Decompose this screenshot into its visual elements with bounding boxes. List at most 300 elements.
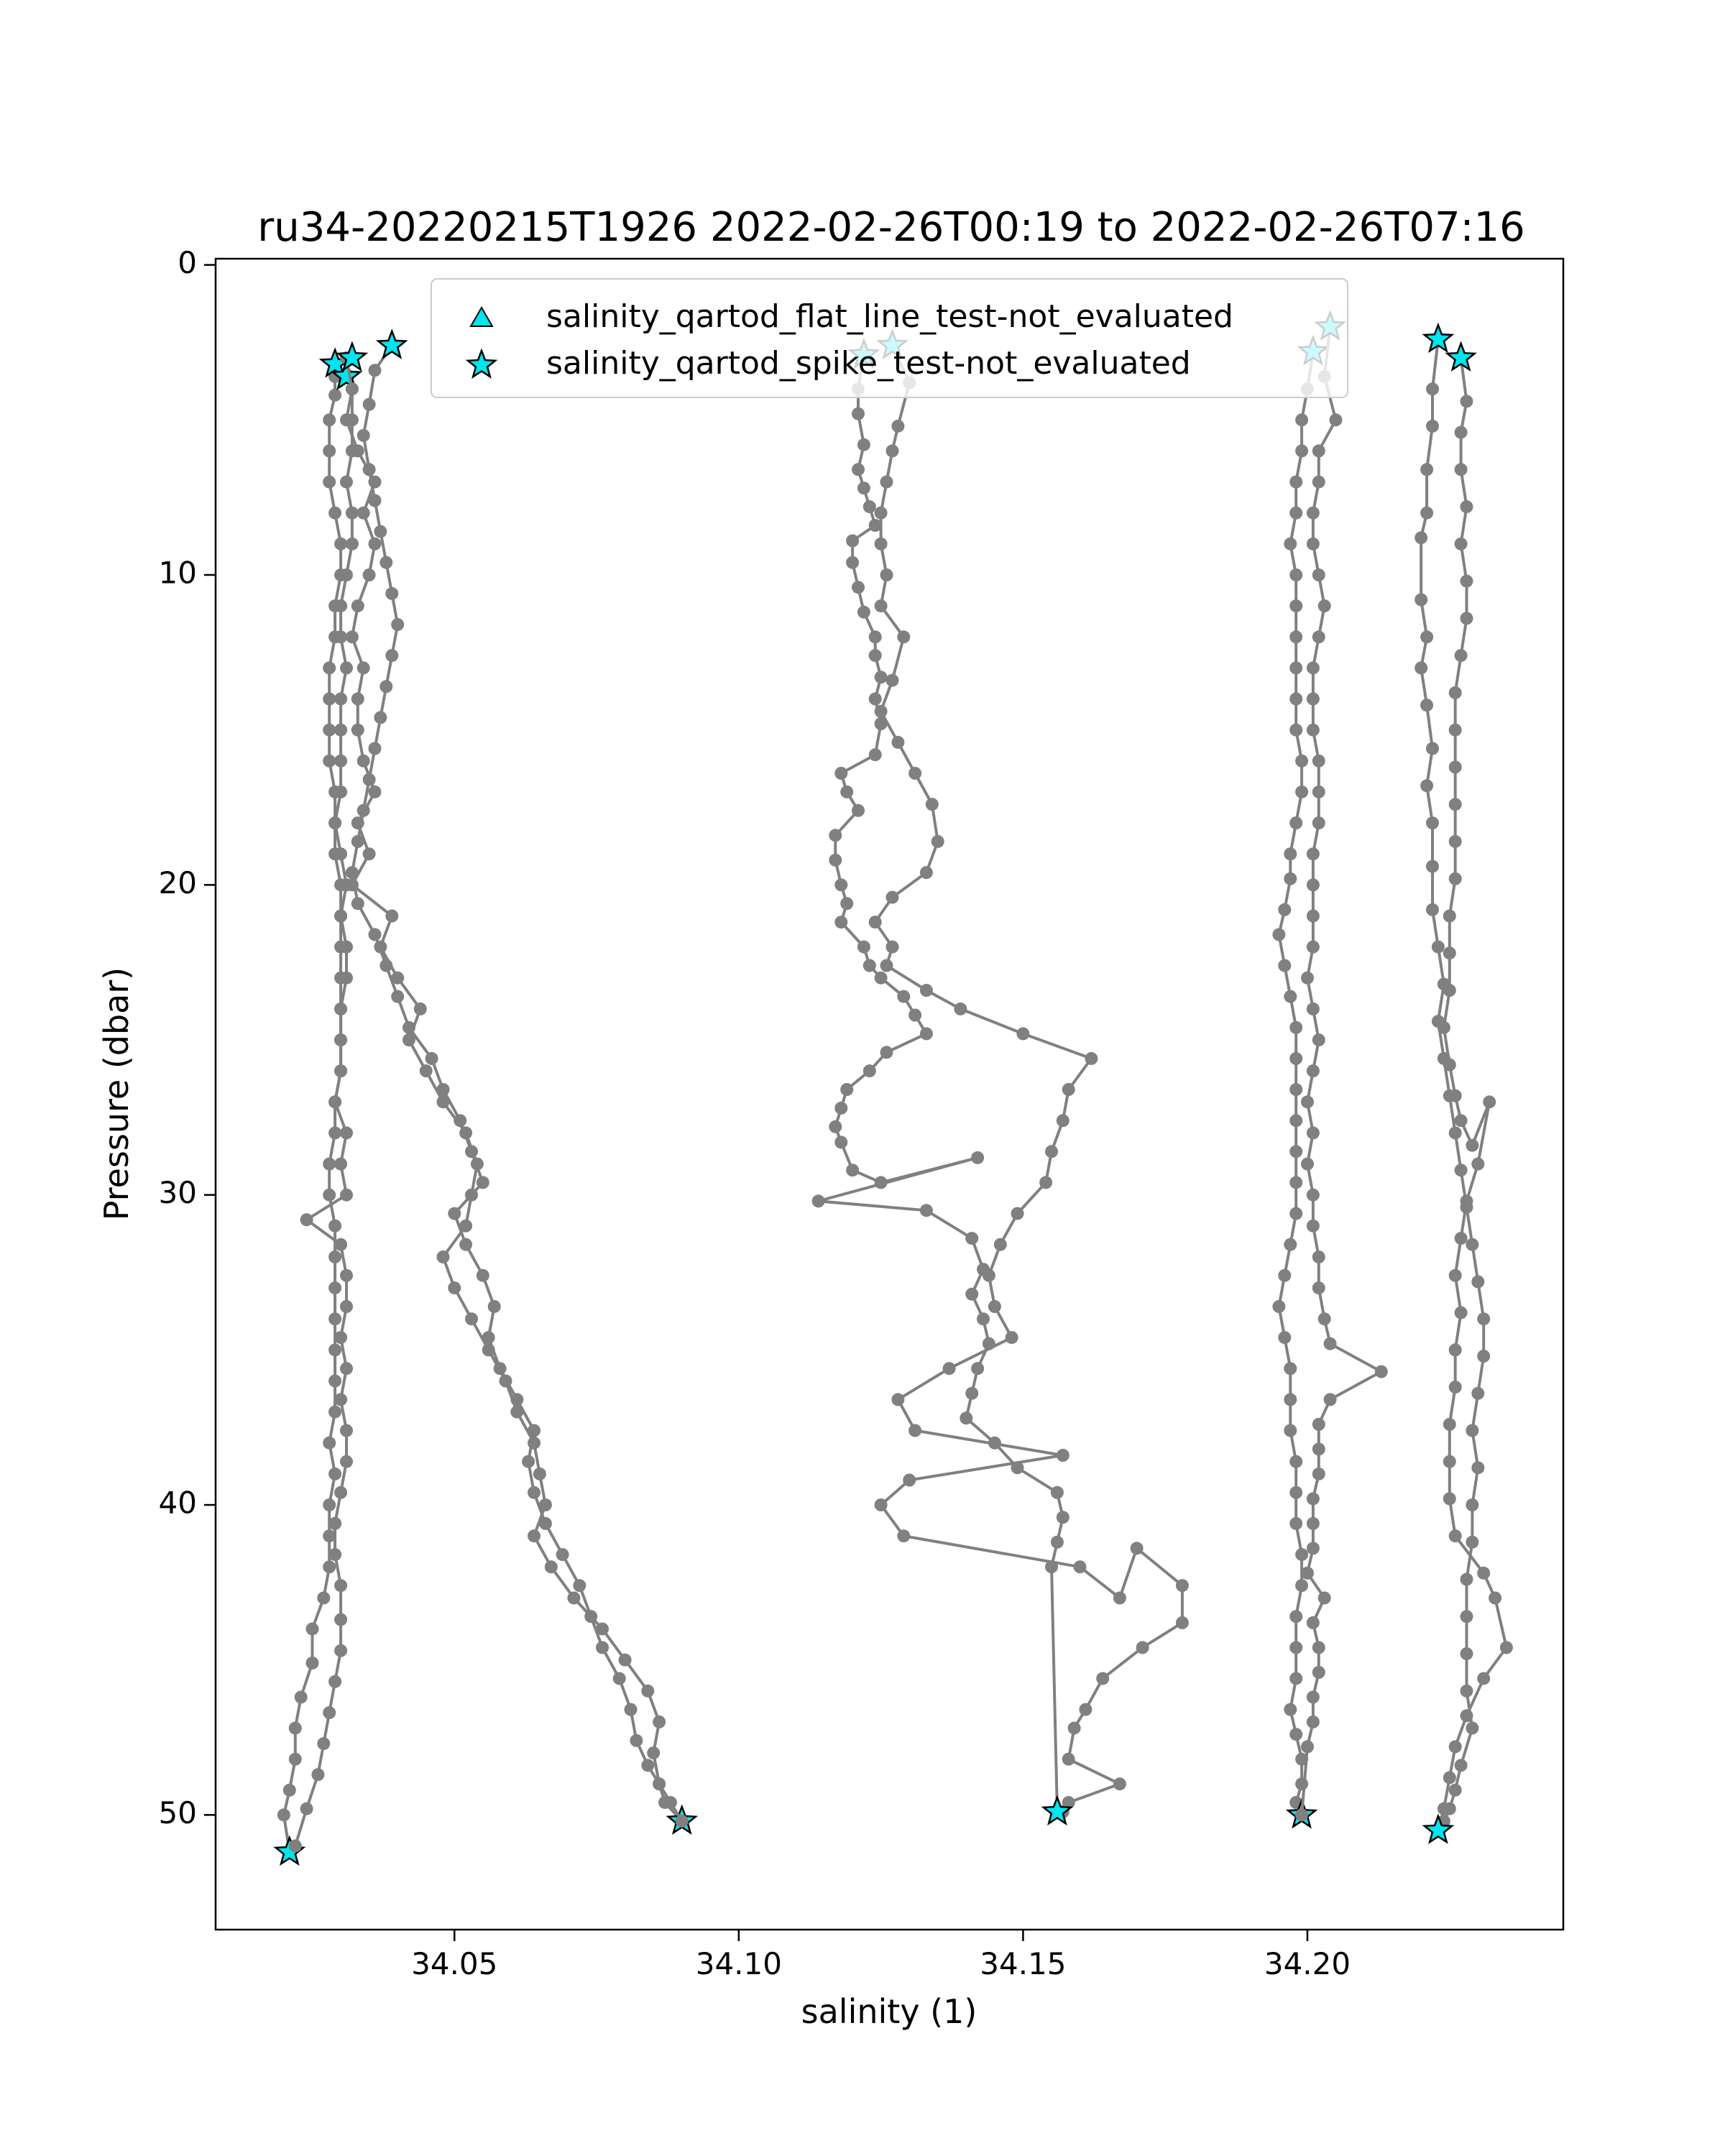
profile-point [334,910,347,923]
profile-point [641,1685,654,1697]
profile-point [323,693,336,706]
profile-point [334,1644,347,1657]
profile-point [908,1009,921,1022]
profile-point [1460,1709,1473,1722]
profile-point [414,1003,427,1015]
legend [431,279,1348,397]
profile-point [641,1759,654,1772]
profile-point [323,724,336,737]
profile-point [522,1455,535,1468]
profile-point [1307,724,1320,737]
profile-point [653,1715,666,1728]
profile-point [1085,1052,1098,1065]
profile-point [1324,1393,1337,1406]
profile-point [340,1455,353,1468]
profile-point [613,1672,626,1685]
profile-point [328,1343,341,1356]
profile-point [323,1560,336,1573]
profile-point [932,835,944,848]
profile-point [869,916,882,929]
profile-point [1477,1567,1490,1580]
profile-point [1449,1784,1462,1797]
profile-point [863,959,876,972]
profile-point [852,581,865,594]
profile-point [977,1312,990,1325]
profile-point [1432,941,1445,954]
profile-point [328,1250,341,1263]
x-tick-label: 34.10 [695,1946,782,1981]
profile-point [1176,1579,1189,1592]
profile-point [1471,1461,1484,1474]
profile-point [1079,1703,1092,1716]
profile-point [857,606,870,619]
profile-point [351,444,364,457]
profile-point [334,693,347,706]
profile-point [1460,1647,1473,1660]
profile-point [334,1331,347,1344]
profile-point [357,755,370,768]
profile-point [886,891,899,904]
profile-point [328,816,341,829]
profile-point [369,494,382,507]
profile-point [1455,1114,1468,1127]
profile-point [1466,1722,1478,1735]
profile-point [1284,538,1297,550]
profile-point [1295,755,1308,768]
profile-point [346,507,359,520]
profile-point [1466,1424,1478,1437]
profile-point [334,599,347,612]
profile-point [363,568,376,581]
profile-point [1307,661,1320,674]
profile-point [1312,1641,1325,1654]
profile-point [369,742,382,755]
profile-point [1051,1486,1064,1499]
profile-point [897,1529,910,1542]
profile-point [1438,1802,1450,1815]
profile-point [891,736,904,749]
profile-point [374,525,387,538]
profile-point [1443,1492,1456,1505]
profile-point [971,1151,984,1164]
profile-point [875,599,888,612]
profile-point [653,1777,666,1790]
x-axis-label: salinity (1) [801,1992,978,2031]
profile-point [1289,507,1302,520]
profile-point [1301,1567,1314,1580]
profile-point [1295,1777,1308,1790]
profile-point [880,959,893,972]
profile-point [1057,1511,1070,1524]
profile-point [1455,1307,1468,1319]
y-tick-label: 40 [158,1485,197,1521]
profile-point [334,847,347,860]
profile-point [533,1468,546,1480]
profile-point [875,507,888,520]
profile-point [380,959,392,972]
profile-point [1289,568,1302,581]
profile-point [619,1654,632,1667]
profile-point [1318,599,1331,612]
profile-point [1289,1207,1302,1220]
profile-point [1295,444,1308,457]
profile-point [676,1815,689,1828]
profile-point [1426,742,1439,755]
profile-point [1449,872,1462,885]
profile-point [1375,1365,1388,1378]
profile-point [351,724,364,737]
profile-point [334,630,347,643]
profile-point [863,1064,876,1077]
profile-point [465,1145,478,1158]
profile-point [494,1362,507,1375]
profile-point [1471,1387,1484,1400]
profile-point [1449,1126,1462,1139]
profile-point [1301,972,1314,985]
profile-point [334,1064,347,1077]
profile-point [1289,816,1302,829]
profile-point [1420,779,1433,792]
profile-point [1307,941,1320,954]
profile-point [1016,1027,1029,1040]
profile-point [664,1796,677,1809]
profile-point [1455,649,1468,662]
profile-point [829,1120,842,1133]
profile-point [328,507,341,520]
profile-point [317,1592,330,1605]
profile-point [340,1362,353,1375]
profile-point [1312,1666,1325,1679]
profile-point [875,671,888,683]
profile-point [1295,786,1308,798]
profile-point [1278,1269,1291,1282]
profile-point [1068,1722,1081,1735]
profile-point [1449,1089,1462,1102]
profile-point [840,786,853,798]
y-tick-label: 50 [158,1795,197,1830]
profile-point [528,1424,540,1437]
profile-point [1420,463,1433,476]
profile-point [1057,1114,1070,1127]
profile-point [1312,1250,1325,1263]
profile-point [869,693,882,706]
profile-point [1176,1616,1189,1629]
profile-point [983,1269,995,1282]
profile-point [584,1610,597,1623]
profile-point [437,1250,450,1263]
profile-point [1307,1616,1320,1629]
profile-point [448,1207,461,1220]
profile-point [1420,699,1433,711]
profile-point [1284,847,1297,860]
profile-point [920,866,933,879]
profile-point [328,1281,341,1294]
profile-point [1289,1083,1302,1096]
profile-point [1460,395,1473,407]
profile-point [351,693,364,706]
profile-point [289,1753,302,1766]
profile-point [334,724,347,737]
profile-point [1312,568,1325,581]
profile-point [1278,1331,1291,1344]
profile-point [340,568,353,581]
profile-point [1460,575,1473,588]
profile-point [1113,1592,1126,1605]
profile-point [1295,1808,1308,1821]
profile-point [1278,903,1291,916]
profile-point [1449,1741,1462,1754]
profile-point [1312,1442,1325,1455]
profile-point [1443,1418,1456,1431]
profile-point [334,1033,347,1046]
profile-point [1074,1560,1087,1573]
profile-point [1318,1312,1331,1325]
profile-point [1284,872,1297,885]
profile-point [1420,630,1433,643]
profile-point [306,1657,319,1669]
profile-point [869,630,882,643]
profile-point [1307,693,1320,706]
profile-point [926,798,939,811]
profile-point [875,972,888,985]
profile-point [880,476,893,489]
profile-point [1011,1207,1024,1220]
profile-point [1312,476,1325,489]
profile-point [1307,1492,1320,1505]
profile-point [1477,1672,1490,1685]
profile-point [1312,1418,1325,1431]
profile-point [1307,1517,1320,1530]
profile-point [357,661,370,674]
profile-point [1312,816,1325,829]
profile-point [340,1189,353,1202]
chart-title: ru34-20220215T1926 2022-02-26T00:19 to 2022-02-26T07:16 [257,204,1525,251]
profile-point [539,1517,552,1530]
profile-point [1289,1641,1302,1654]
profile-point [834,1102,847,1115]
profile-point [971,1362,984,1375]
profile-point [1466,1498,1478,1511]
profile-point [960,1411,972,1424]
profile-point [1284,1703,1297,1716]
profile-point [323,661,336,674]
profile-point [1307,1691,1320,1704]
profile-point [1443,1059,1456,1072]
profile-point [1301,1095,1314,1108]
profile-point [363,773,376,786]
profile-point [1307,847,1320,860]
profile-point [1289,1145,1302,1158]
profile-point [1289,1486,1302,1499]
profile-point [1426,816,1439,829]
profile-point [1455,1759,1468,1772]
y-tick-label: 0 [178,245,197,281]
y-axis-label: Pressure (dbar) [97,967,136,1221]
profile-point [1289,724,1302,737]
profile-point [886,941,899,954]
profile-point [477,1176,489,1189]
profile-point [1312,786,1325,798]
profile-point [965,1232,978,1245]
profile-point [1466,1238,1478,1251]
profile-point [903,1474,916,1487]
profile-point [328,1468,341,1480]
profile-point [1466,1139,1478,1152]
profile-point [875,705,888,718]
profile-point [351,897,364,910]
profile-point [328,1548,341,1561]
profile-point [1289,599,1302,612]
profile-point [908,1424,921,1437]
profile-point [374,711,387,724]
profile-point [1057,1449,1070,1462]
profile-point [351,599,364,612]
profile-point [920,1204,933,1217]
profile-point [334,786,347,798]
profile-point [840,897,853,910]
profile-point [1307,1220,1320,1233]
profile-point [1006,1331,1018,1344]
profile-point [834,1135,847,1148]
profile-point [323,413,336,426]
profile-point [334,1579,347,1592]
profile-point [380,556,392,569]
profile-point [1477,1350,1490,1363]
profile-point [1460,500,1473,513]
profile-point [1312,1468,1325,1480]
profile-point [1289,476,1302,489]
profile-point [1307,910,1320,923]
profile-point [1289,630,1302,643]
profile-point [334,538,347,550]
profile-point [1289,661,1302,674]
profile-point [1295,1579,1308,1592]
profile-point [328,1220,341,1233]
profile-point [328,1406,341,1419]
profile-point [340,661,353,674]
profile-point [1466,1536,1478,1549]
profile-point [1289,1728,1302,1741]
profile-point [346,866,359,879]
profile-point [891,1393,904,1406]
profile-point [317,1737,330,1750]
profile-point [1307,538,1320,550]
profile-point [1455,1164,1468,1176]
profile-point [1312,444,1325,457]
profile-point [1455,1232,1468,1245]
profile-point [351,835,364,848]
profile-point [1312,630,1325,643]
profile-point [1289,1517,1302,1530]
profile-point [1455,463,1468,476]
profile-point [556,1548,569,1561]
profile-point [1307,507,1320,520]
profile-point [340,1126,353,1139]
profile-point [1449,760,1462,773]
profile-point [1295,1548,1308,1561]
profile-point [323,755,336,768]
profile-point [852,407,865,420]
profile-point [846,556,859,569]
profile-point [857,482,870,494]
profile-point [369,364,382,377]
profile-point [812,1194,825,1207]
profile-point [834,916,847,929]
profile-point [385,910,398,923]
profile-point [596,1641,609,1654]
profile-point [875,1498,888,1511]
profile-point [1301,1741,1314,1754]
legend-label-spike: salinity_qartod_spike_test-not_evaluated [546,345,1191,382]
profile-point [334,1393,347,1406]
profile-point [1414,661,1427,674]
profile-point [488,1300,501,1313]
profile-point [1307,1715,1320,1728]
profile-point [334,1238,347,1251]
profile-point [1284,990,1297,1003]
profile-point [385,649,398,662]
profile-point [1483,1095,1496,1108]
profile-point [369,928,382,941]
profile-point [1426,382,1439,395]
profile-point [1045,1145,1058,1158]
profile-point [647,1746,660,1759]
profile-point [363,463,376,476]
profile-point [829,854,842,867]
profile-point [1289,1610,1302,1623]
profile-point [1312,1281,1325,1294]
profile-point [437,1083,450,1096]
profile-point [528,1529,540,1542]
profile-point [1136,1641,1149,1654]
profile-point [289,1722,302,1735]
profile-point [1455,426,1468,439]
profile-point [334,1613,347,1626]
profile-point [334,1486,347,1499]
profile-point [897,990,910,1003]
profile-point [340,1269,353,1282]
profile-point [328,1375,341,1388]
profile-point [1289,1114,1302,1127]
profile-point [328,1312,341,1325]
profile-point [459,1238,472,1251]
profile-point [573,1579,586,1592]
profile-point [875,538,888,550]
profile-point [363,847,376,860]
profile-point [1438,1021,1450,1034]
profile-point [346,630,359,643]
profile-point [295,1691,308,1704]
profile-point [369,538,382,550]
profile-point [300,1802,313,1815]
profile-point [943,1362,956,1375]
profile-point [880,1046,893,1059]
profile-point [1414,594,1427,607]
profile-point [289,1840,302,1853]
profile-point [857,438,870,451]
profile-point [869,649,882,662]
profile-point [357,804,370,817]
profile-point [426,1052,438,1065]
profile-point [1289,1052,1302,1065]
profile-point [323,1189,336,1202]
profile-point [1443,910,1456,923]
profile-point [328,1675,341,1688]
profile-point [1443,984,1456,997]
profile-point [875,1176,888,1189]
profile-point [1489,1592,1501,1605]
profile-point [357,429,370,442]
